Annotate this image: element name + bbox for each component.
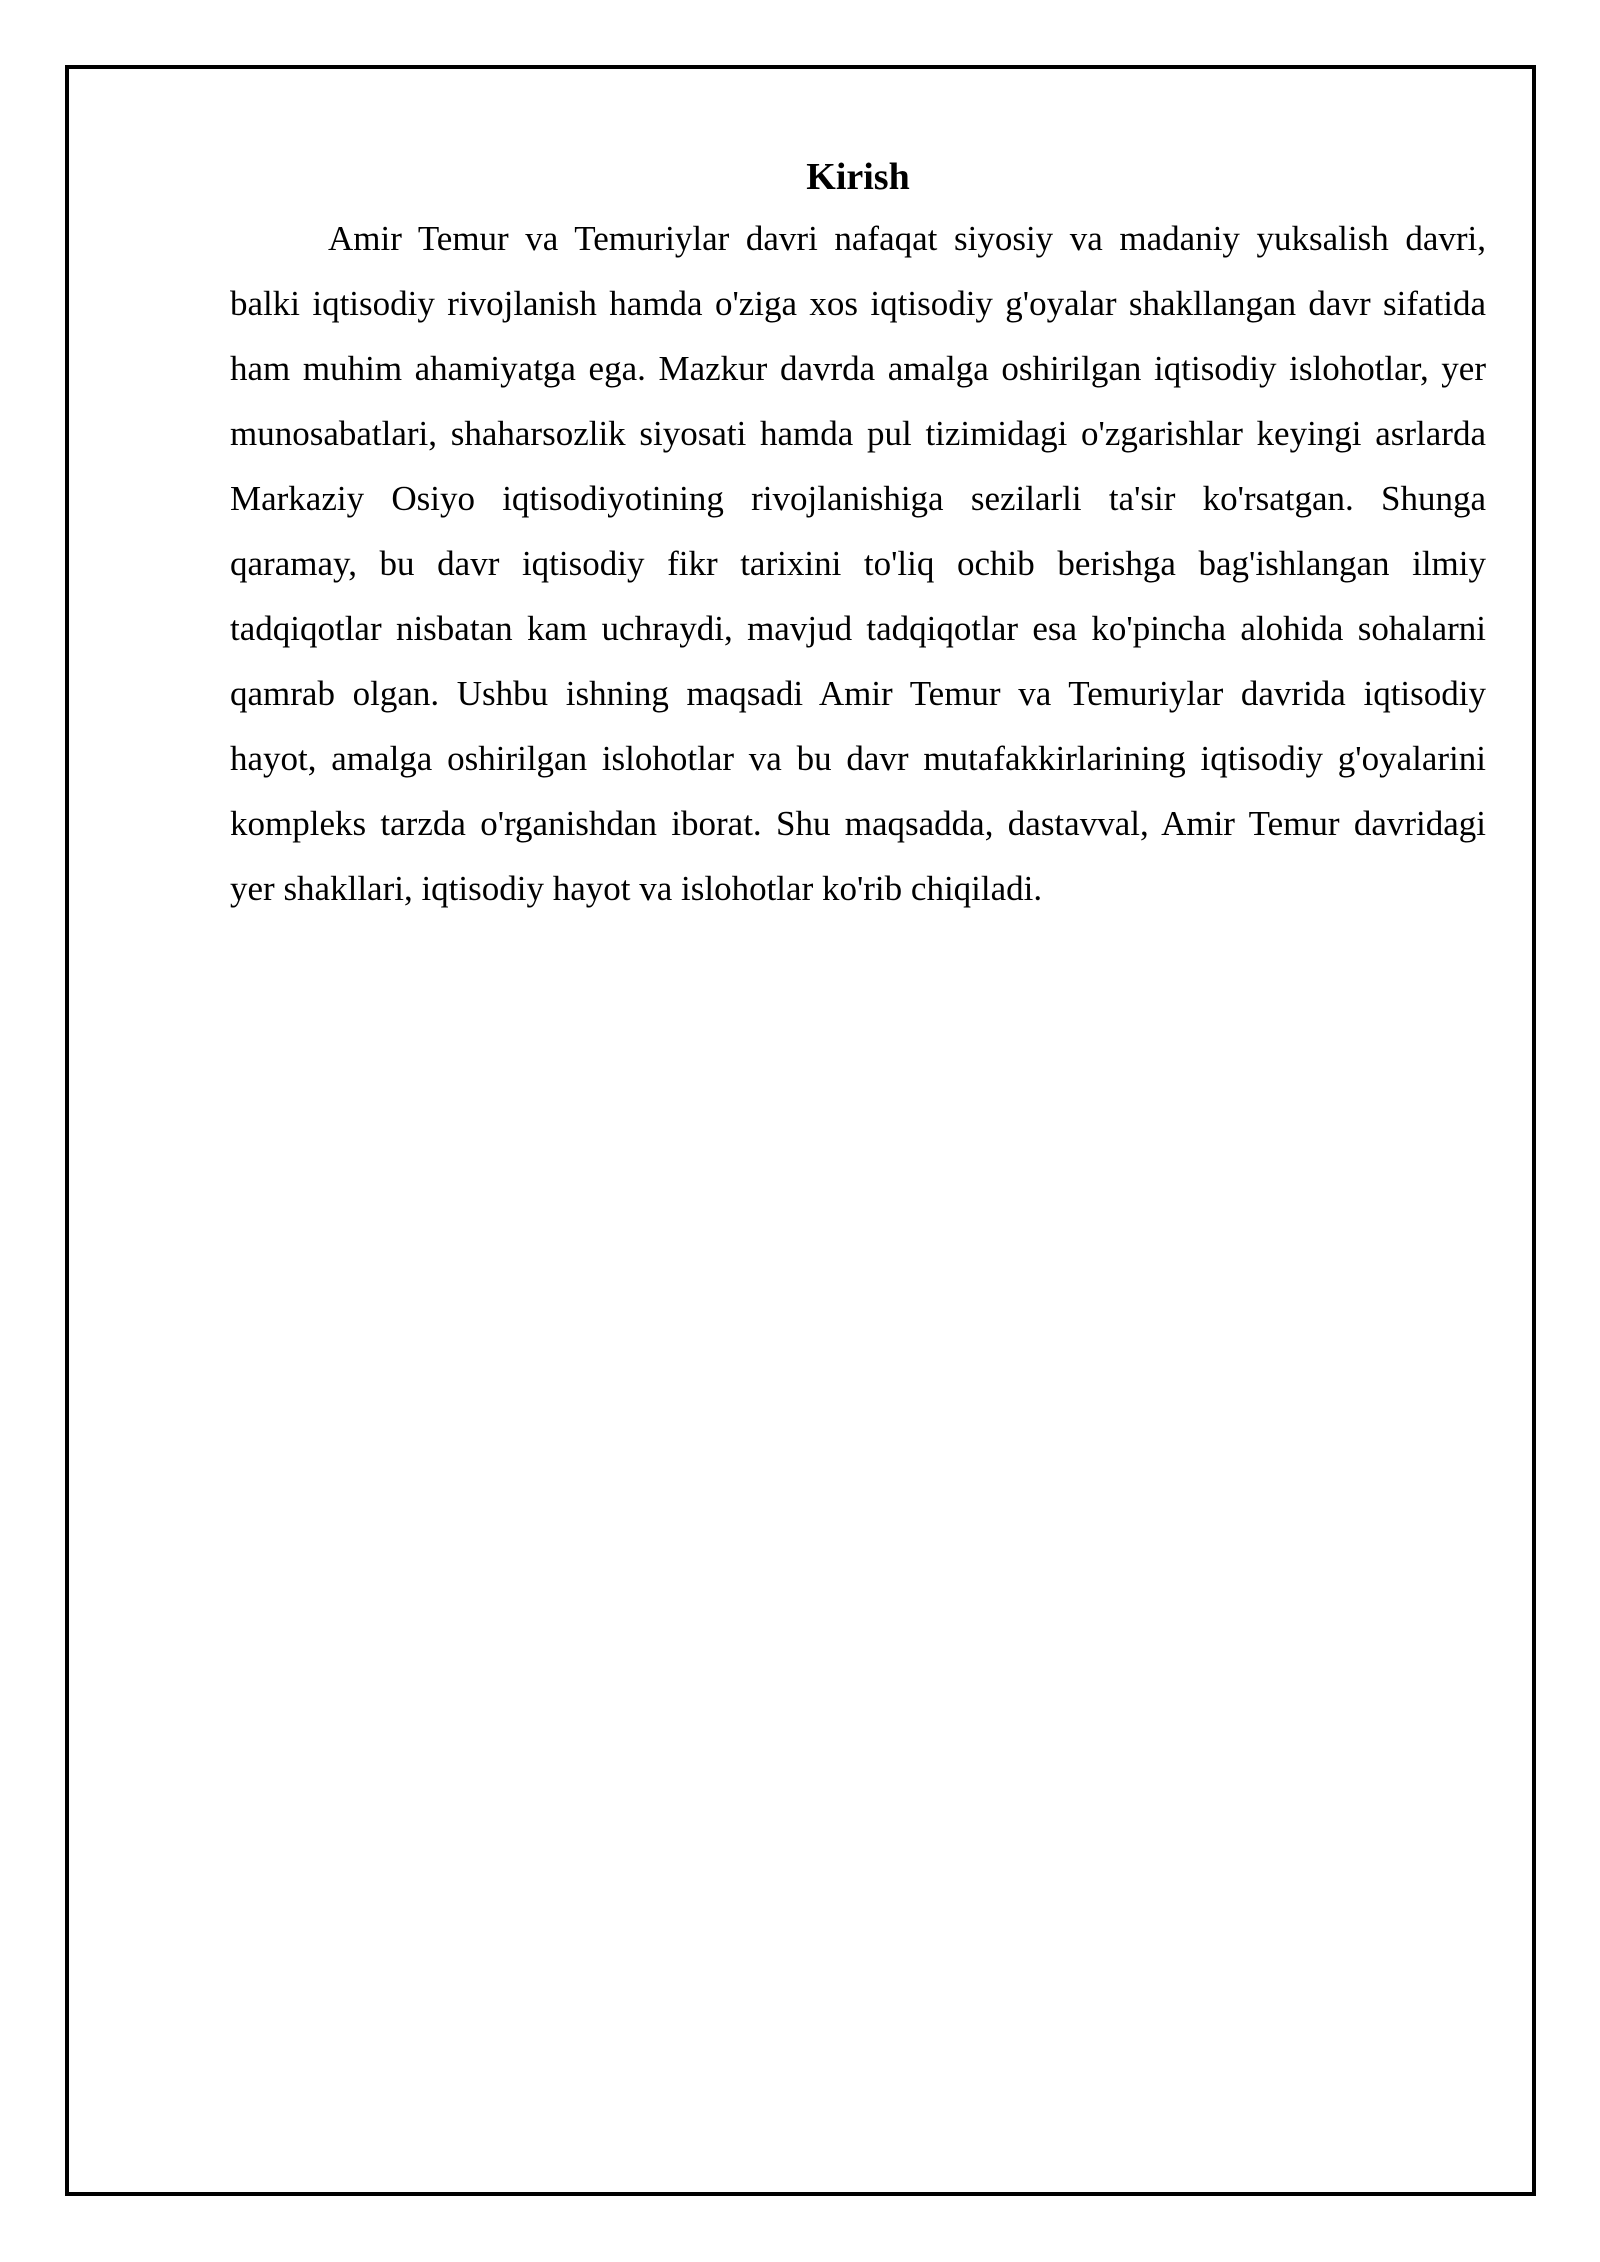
intro-paragraph: Amir Temur va Temuriylar davri nafaqat siyosiy va madaniy yuksalish davri, balki iqtisodiy rivojlanish hamda o'ziga xos iqtisodiy g'oyalar shakllangan davr sifatida ham muhim ahamiyatga ega. Mazkur davrda amalga oshirilgan iqtisodiy islohotlar, yer munosabatlari, shaharsozlik siyosati hamda pul tizimidagi o'zgarishlar keyingi asrlarda Markaziy Osiyo iqtisodiyotining rivojlanishiga sezilarli ta'sir ko'rsatgan. Shunga qaramay, bu davr iqtisodiy fikr tarixini to'liq ochib berishga bag'ishlangan ilmiy tadqiqotlar nisbatan kam uchraydi, mavjud tadqiqotlar esa ko'pincha alohida sohalarni qamrab olgan. Ushbu ishning maqsadi Amir Temur va Temuriylar davrida iqtisodiy hayot, amalga oshirilgan islohotlar va bu davr mutafakkirlarining iqtisodiy g'oyalarini kompleks tarzda o'rganishdan iborat. Shu maqsadda, dastavval, Amir Temur davridagi yer shakllari, iqtisodiy hayot va islohotlar ko'rib chiqiladi. [230,219,1486,908]
section-heading: Kirish [806,156,910,198]
document-body [230,150,1486,921]
